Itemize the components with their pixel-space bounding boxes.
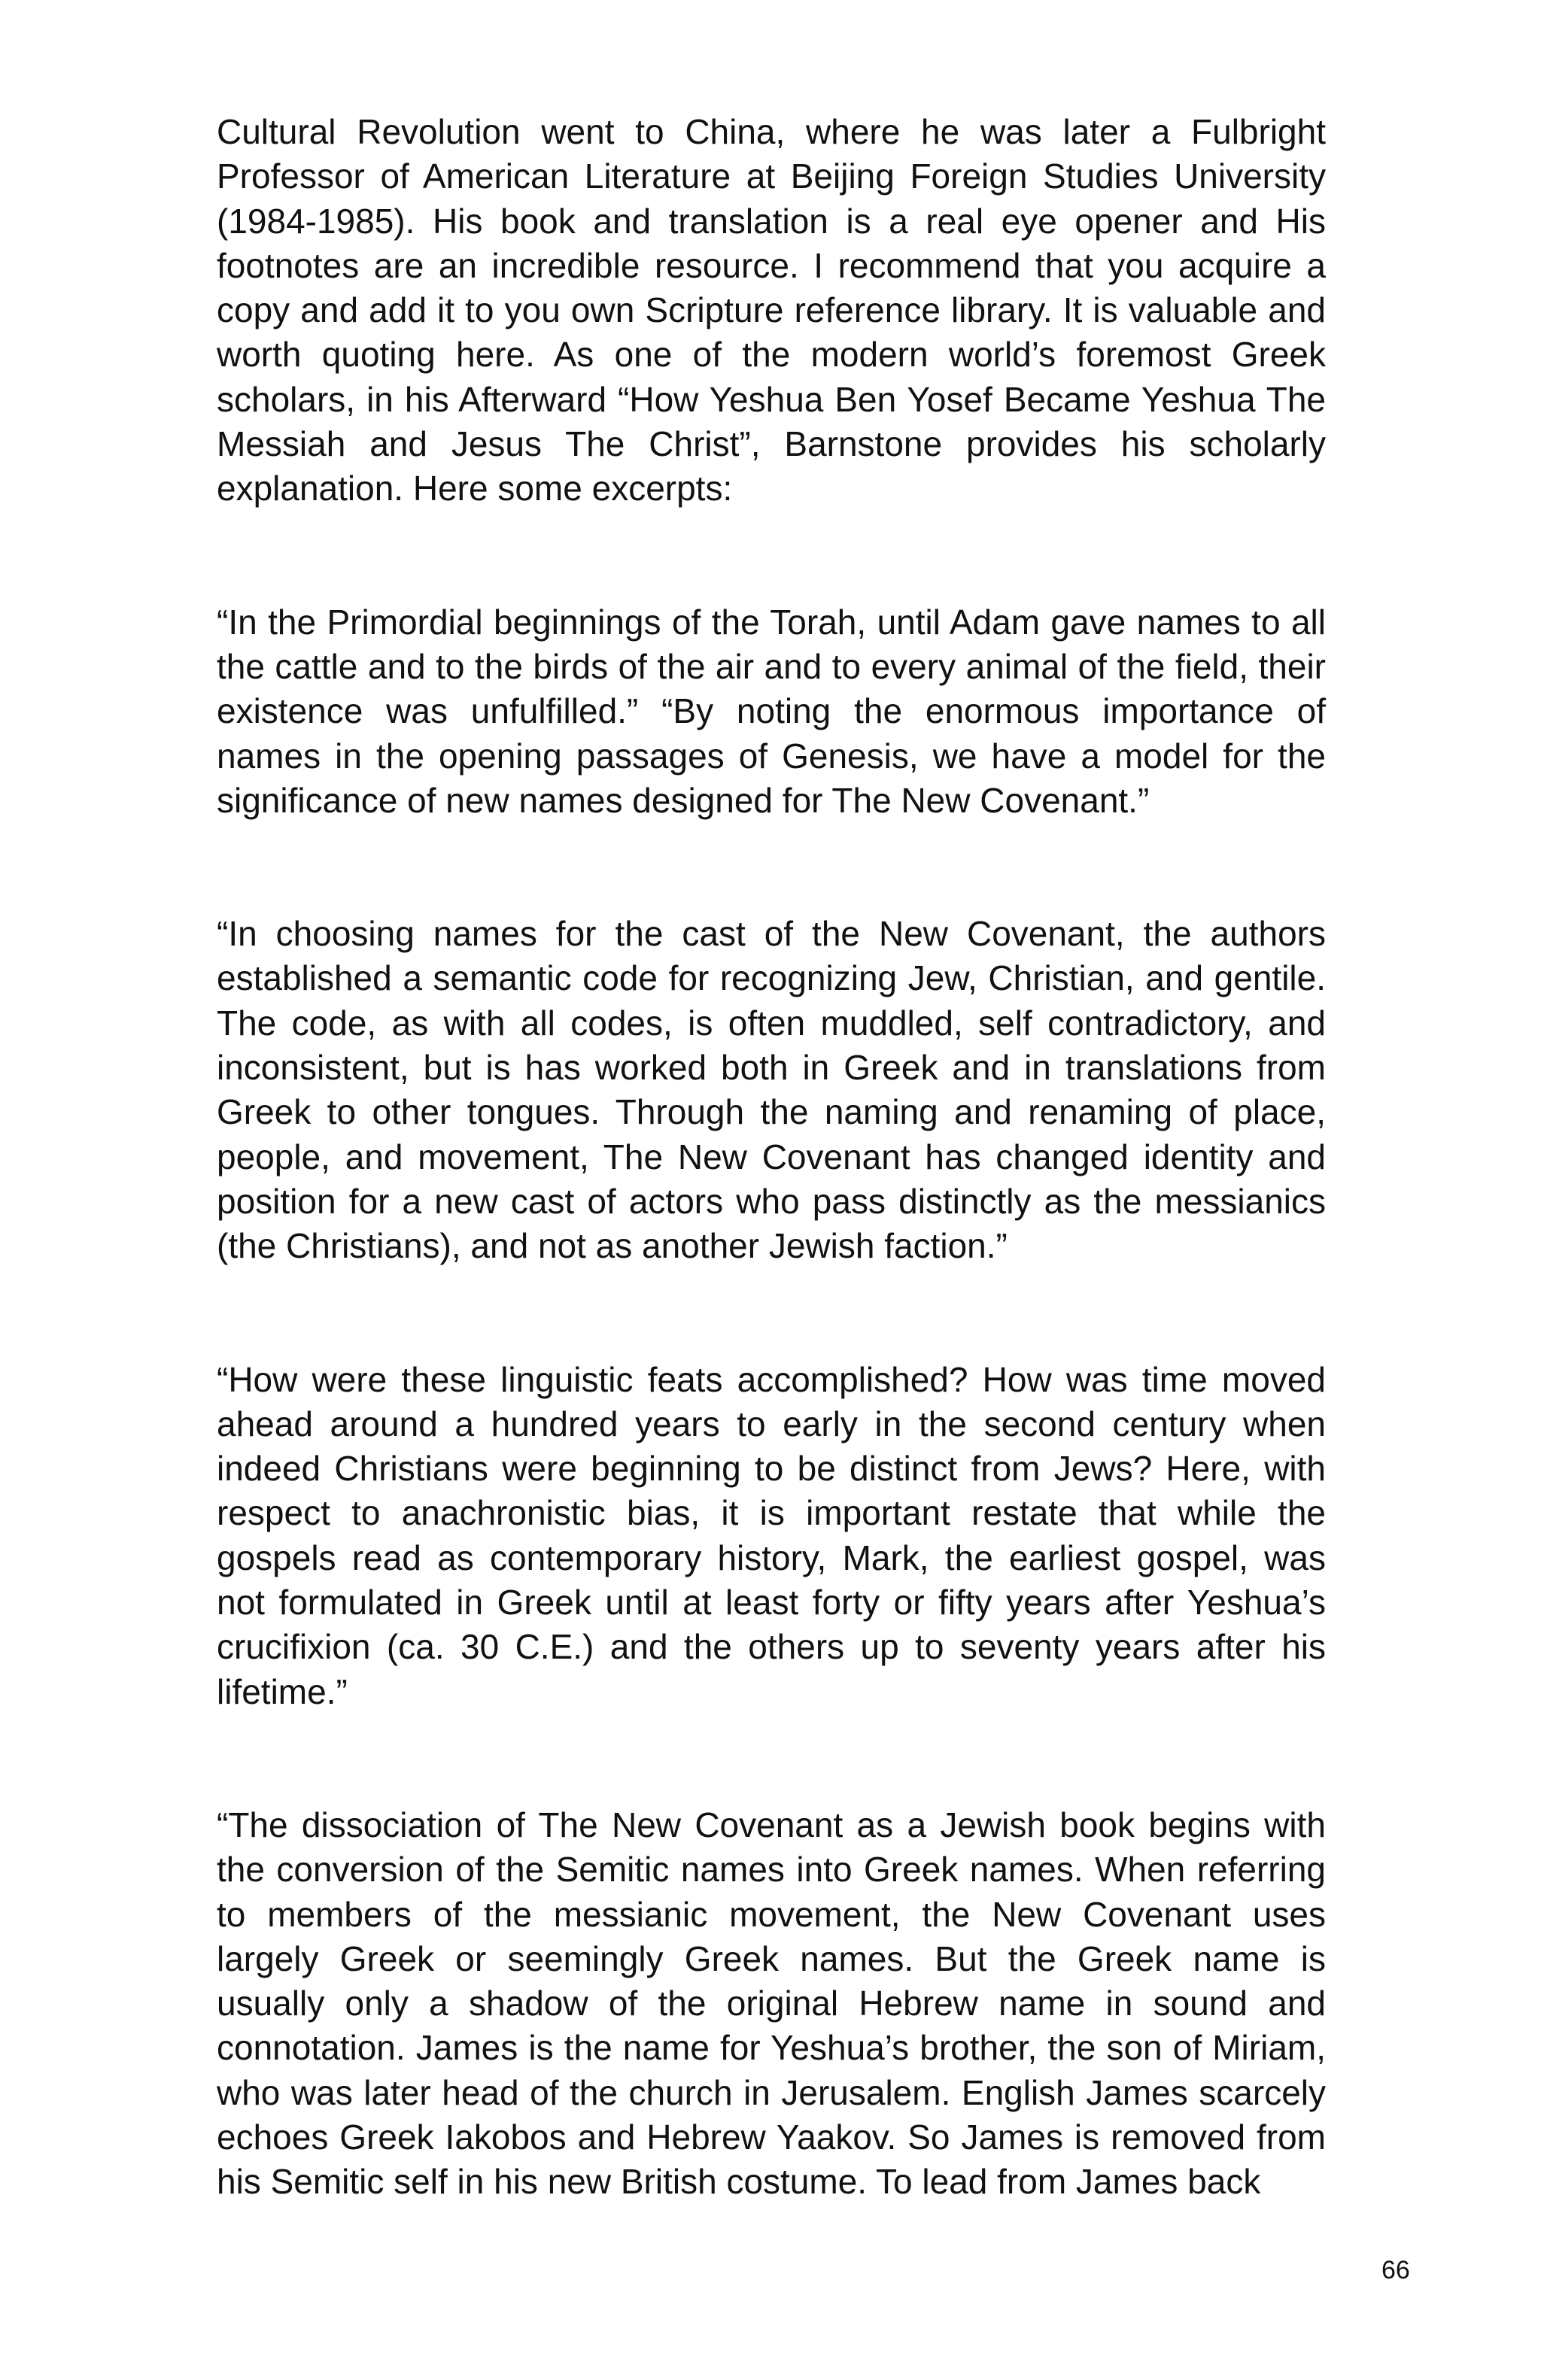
paragraph-gap [217, 823, 1326, 912]
paragraph-gap [217, 512, 1326, 600]
page-number: 66 [1381, 2256, 1410, 2284]
paragraph-quote-dissociation: “The dissociation of The New Covenant as a Jewish book begins with the conversion of the Semitic names into Greek names. When referring to members of the messianic movement, the New Covenant uses largely Greek or seemingly Greek names. But the Greek name is usually only a shadow of the original Hebrew name in sound and connotation. James is the name for Yeshua’s brother, the son of Miriam, who was later head of the church in Jerusalem. English James scarcely echoes Greek Iakobos and Hebrew Yaakov. So James is removed from his Semitic self in his new British costume. To lead from James back [217, 1805, 1326, 2202]
paragraph-quote-linguistic: “How were these linguistic feats accomplished? How was time moved ahead around a hundred years to early in the second century when indeed Christians were beginning to be distinct from Jews? Here, with respect to anachronistic bias, it is important restate that while the gospels read as contemporary history, Mark, the earliest gospel, was not formulated in Greek until at least forty or fifty years after Yeshua’s crucifixion (ca. 30 C.E.) and the others up to seventy years after his lifetime.” [217, 1359, 1326, 1711]
paragraph-quote-torah: “In the Primordial beginnings of the Torah, until Adam gave names to all the cattle and to the birds of the air and to every animal of the field, their existence was unfulfilled.” “By noting the enormous importance of names in the opening passages of Genesis, we have a model for the significance of new names designed for The New Covenant.” [217, 602, 1326, 820]
paragraph-intro: Cultural Revolution went to China, where he was later a Fulbright Professor of American Literature at Beijing Foreign Studies University (1984-1985). His book and translation is a real eye opener and His footnotes are an incredible resource. I recommend that you acquire a copy and add it to you own Scripture reference library. It is valuable and worth quoting here. As one of the modern world’s foremost Greek scholars, in his Afterward “How Yeshua Ben Yosef Became Yeshua The Messiah and Jesus The Christ”, Barnstone provides his scholarly explanation. Here some excerpts: [217, 112, 1326, 508]
paragraph-gap [217, 1269, 1326, 1358]
page-body [217, 110, 1326, 2205]
paragraph-gap [217, 1714, 1326, 1803]
paragraph-quote-names: “In choosing names for the cast of the New Covenant, the authors established a semantic code for recognizing Jew, Christian, and gentile. The code, as with all codes, is often muddled, self contradictory, and inconsistent, but is has worked both in Greek and in translations from Greek to other tongues. Through the naming and renaming of place, people, and movement, The New Covenant has changed identity and position for a new cast of actors who pass distinctly as the messianics (the Christians), and not as another Jewish faction.” [217, 914, 1326, 1266]
